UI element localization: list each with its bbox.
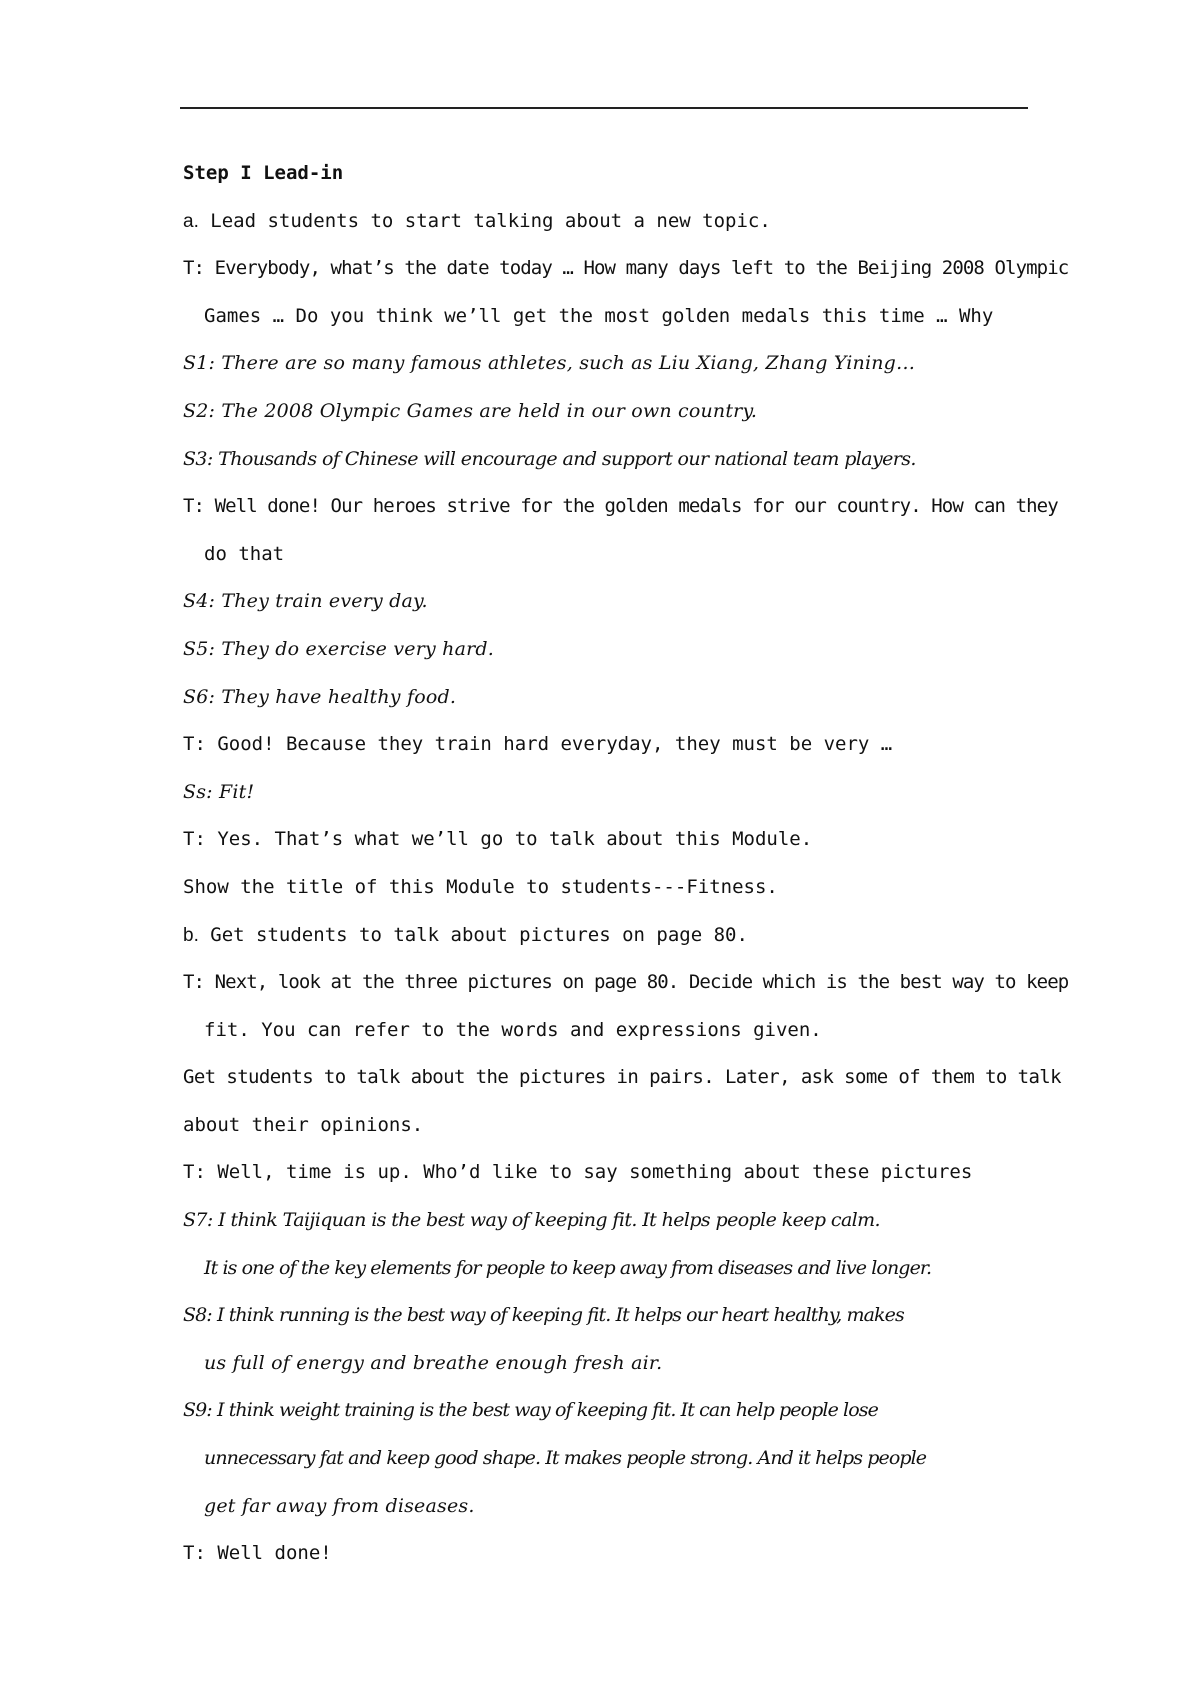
student-line-s3: S3: Thousands of Chinese will encourage and support our national team players. [183, 447, 916, 470]
step-heading: Step I Lead-in [183, 162, 344, 184]
teacher-line: T: Next, look at the three pictures on page 80. Decide which is the best way to keep [183, 971, 1069, 994]
instruction-line: Show the title of this Module to students---Fitness. [183, 875, 778, 898]
teacher-line-cont: do that [204, 542, 285, 565]
instruction-b-text: Get students to talk about pictures on page 80. [198, 923, 748, 946]
student-line-s1: S1: There are so many famous athletes, such as Liu Xiang, Zhang Yining… [183, 352, 916, 375]
header-rule [180, 107, 1028, 109]
teacher-line: T: Well, time is up. Who’d like to say something about these pictures [183, 1161, 973, 1184]
teacher-line: T: Good! Because they train hard everyday, they must be very … [183, 733, 893, 756]
student-line-s9-cont: get far away from diseases. [204, 1494, 475, 1517]
student-line-s2: S2: The 2008 Olympic Games are held in our own country. [183, 399, 758, 422]
instruction-b [183, 912, 1028, 960]
teacher-line: T: Well done! [183, 1542, 332, 1565]
instruction-line: Get students to talk about the pictures in pairs. Later, ask some of them to talk [183, 1066, 1061, 1089]
teacher-line: T: Yes. That’s what we’ll go to talk about this Module. [183, 828, 813, 851]
instruction-a-text: Lead students to start talking about a new topic. [198, 209, 771, 232]
teacher-line-cont: fit. You can refer to the words and expressions given. [204, 1018, 822, 1041]
student-line-s6: S6: They have healthy food. [183, 685, 457, 708]
item-marker-a: a. [183, 210, 199, 232]
teacher-line: T: Everybody, what’s the date today … How many days left to the Beijing 2008 Olympic [183, 257, 1069, 280]
lesson-content [183, 150, 1069, 1578]
students-chorus-line: Ss: Fit! [183, 780, 255, 803]
student-line-s9-cont: unnecessary fat and keep good shape. It makes people strong. And it helps people [204, 1447, 927, 1470]
student-line-s7: S7: I think Taijiquan is the best way of keeping fit. It helps people keep calm. [183, 1209, 880, 1232]
teacher-line-cont: Games … Do you think we’ll get the most golden medals this time … Why [204, 304, 994, 327]
student-line-s9: S9: I think weight training is the best way of keeping fit. It can help people lose [183, 1399, 878, 1422]
instruction-line-cont: about their opinions. [183, 1113, 424, 1136]
student-line-s8: S8: I think running is the best way of keeping fit. It helps our heart healthy, makes [183, 1304, 904, 1327]
student-line-s7-cont: It is one of the key elements for people to keep away from diseases and live longer. [204, 1256, 932, 1279]
student-line-s5: S5: They do exercise very hard. [183, 637, 495, 660]
teacher-line: T: Well done! Our heroes strive for the golden medals for our country. How can they [183, 495, 1058, 518]
student-line-s4: S4: They train every day. [183, 590, 428, 613]
student-line-s8-cont: us full of energy and breathe enough fresh air. [204, 1351, 663, 1374]
item-marker-b: b. [183, 924, 199, 946]
instruction-a [183, 198, 1028, 246]
